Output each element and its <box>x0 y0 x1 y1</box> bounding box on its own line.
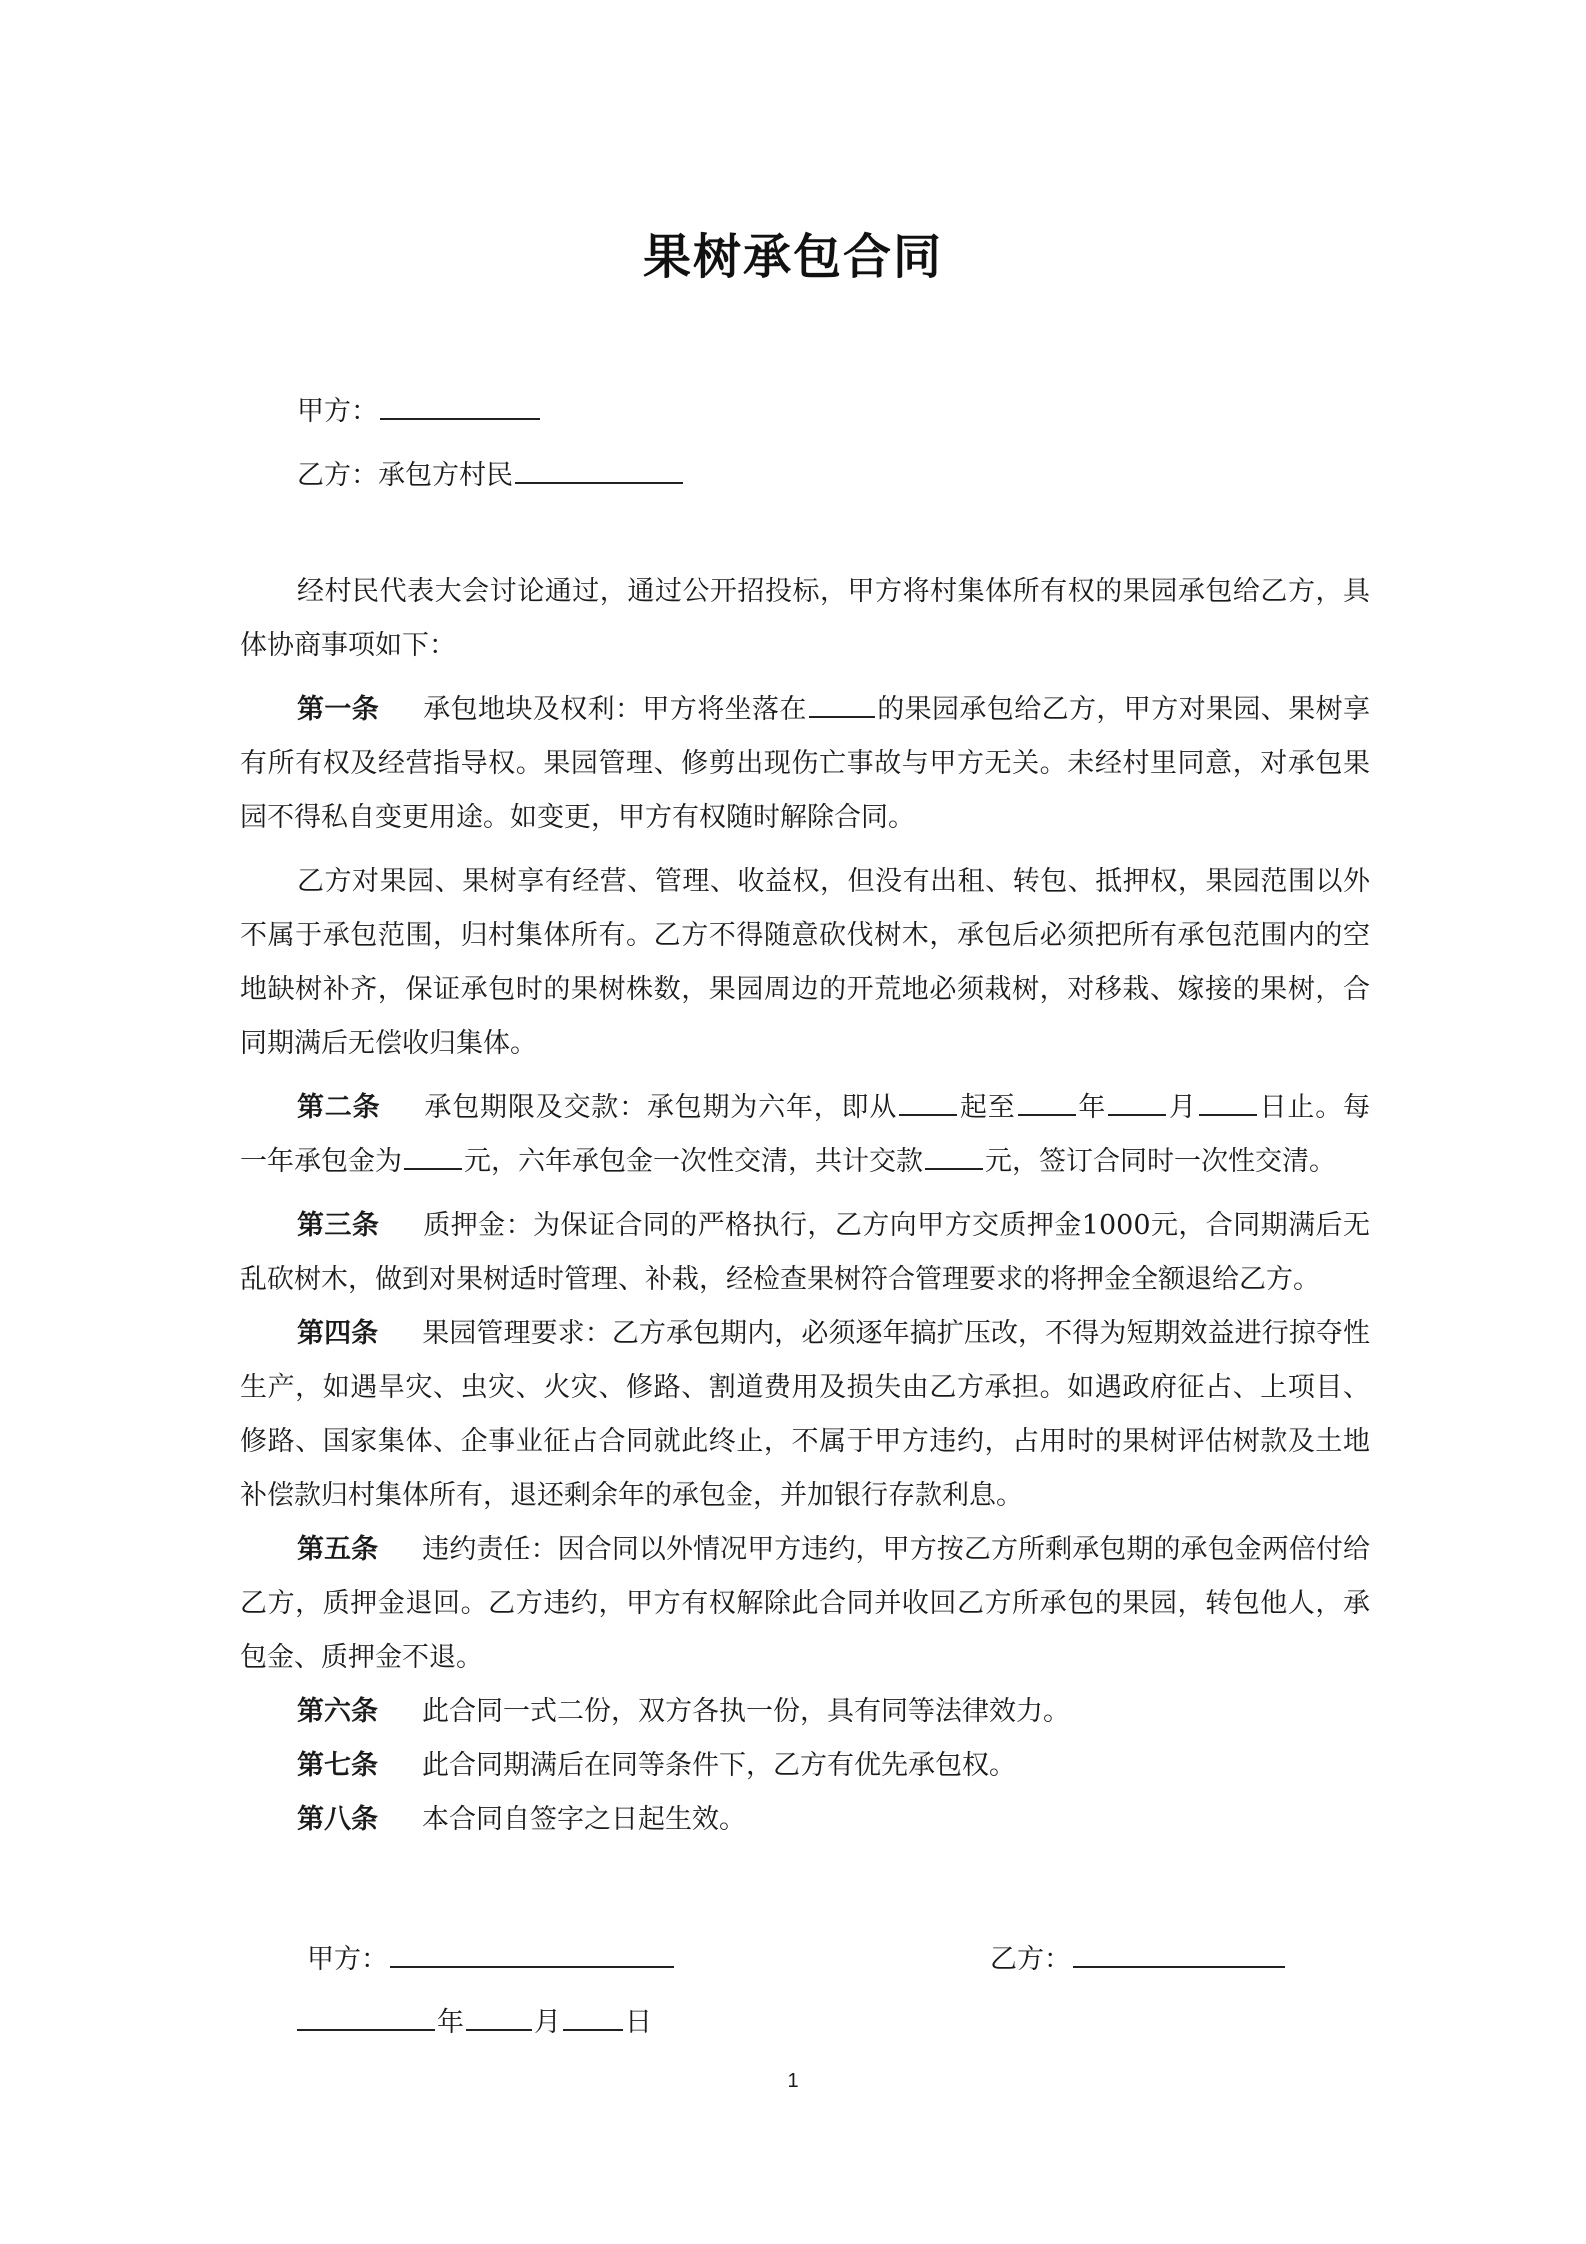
article-1-paragraph-2: 乙方对果园、果树享有经营、管理、收益权，但没有出租、转包、抵押权，果园范围以外不属于承包范围，归村集体所有。乙方不得随意砍伐树木，承包后必须把所有承包范围内的空地缺树补齐，保证承包时的果树株数，果园周边的开荒地必须栽树，对移栽、嫁接的果树，合同期满后无偿收归集体。 <box>240 866 1370 1059</box>
article-2-label: 第二条 <box>297 1092 381 1123</box>
article-2-text-3: 年 <box>1077 1092 1107 1123</box>
article-7 <box>240 1739 1370 1793</box>
signature-date <box>297 2003 652 2043</box>
document-title: 果树承包合同 <box>642 229 943 285</box>
signature-party-a-label: 甲方： <box>307 1944 388 1975</box>
end-month-blank <box>1108 1088 1166 1116</box>
sign-day-blank <box>563 2003 623 2031</box>
article-8-text: 本合同自签字之日起生效。 <box>422 1804 746 1835</box>
party-b-line <box>297 456 685 496</box>
article-6-text: 此合同一式二份，双方各执一份，具有同等法律效力。 <box>422 1696 1070 1727</box>
sign-month-blank <box>466 2003 532 2031</box>
article-2-text-5: 日止。每一年承包金为 <box>240 1092 1371 1177</box>
article-3-label: 第三条 <box>297 1210 380 1241</box>
article-3 <box>240 1199 1370 1307</box>
article-7-label: 第七条 <box>297 1750 378 1781</box>
sign-year-label: 年 <box>437 2007 464 2038</box>
article-4 <box>240 1307 1370 1523</box>
end-day-blank <box>1199 1088 1257 1116</box>
signature-party-b <box>990 1940 1287 1980</box>
page-number: 1 <box>787 2070 799 2092</box>
location-blank <box>809 690 875 718</box>
article-1 <box>240 683 1370 845</box>
article-2-text-7: 元，签订合同时一次性交清。 <box>985 1146 1336 1177</box>
article-4-label: 第四条 <box>297 1318 379 1349</box>
article-2-text-2: 起至 <box>959 1092 1016 1123</box>
article-7-text: 此合同期满后在同等条件下，乙方有优先承包权。 <box>422 1750 1016 1781</box>
article-5-label: 第五条 <box>297 1534 379 1565</box>
contract-body <box>240 565 1370 1847</box>
sign-day-label: 日 <box>625 2007 652 2038</box>
sign-month-label: 月 <box>534 2007 561 2038</box>
article-5-text: 违约责任：因合同以外情况甲方违约，甲方按乙方所剩承包期的承包金两倍付给乙方，质押金退回。乙方违约，甲方有权解除此合同并收回乙方所承包的果园，转包他人，承包金、质押金不退。 <box>240 1534 1371 1673</box>
party-a-blank <box>380 392 540 420</box>
article-2 <box>240 1081 1370 1189</box>
article-5 <box>240 1523 1370 1685</box>
party-b-blank <box>515 456 683 484</box>
intro-paragraph: 经村民代表大会讨论通过，通过公开招投标，甲方将村集体所有权的果园承包给乙方，具体协商事项如下： <box>240 576 1370 661</box>
article-8-label: 第八条 <box>297 1804 378 1835</box>
article-1-text-b: 的果园承包给乙方，甲方对果园、果树享有所有权及经营指导权。果园管理、修剪出现伤亡事故与甲方无关。未经村里同意，对承包果园不得私自变更用途。如变更，甲方有权随时解除合同。 <box>240 694 1371 833</box>
sign-year-blank <box>297 2003 435 2031</box>
article-4-text: 果园管理要求：乙方承包期内，必须逐年搞扩压改，不得为短期效益进行掠夺性生产，如遇旱灾、虫灾、火灾、修路、割道费用及损失由乙方承担。如遇政府征占、上项目、修路、国家集体、企事业征占合同就此终止，不属于甲方违约，占用时的果树评估树款及土地补偿款归村集体所有，退还剩余年的承包金，并加银行存款利息。 <box>240 1318 1371 1511</box>
signature-party-b-blank <box>1073 1940 1285 1968</box>
article-3-text: 质押金：为保证合同的严格执行，乙方向甲方交质押金1000元，合同期满后无乱砍树木，做到对果树适时管理、补栽，经检查果树符合管理要求的将押金全额退给乙方。 <box>240 1210 1370 1295</box>
article-8 <box>240 1793 1370 1847</box>
start-date-blank <box>899 1088 957 1116</box>
party-a-label: 甲方： <box>297 396 378 427</box>
article-2-text-1: 承包期限及交款：承包期为六年，即从 <box>424 1092 898 1123</box>
article-1-label: 第一条 <box>297 694 380 725</box>
article-6-label: 第六条 <box>297 1696 378 1727</box>
party-a-line <box>297 392 542 432</box>
article-6 <box>240 1685 1370 1739</box>
end-year-blank <box>1018 1088 1076 1116</box>
party-b-label: 乙方：承包方村民 <box>297 460 513 491</box>
article-2-text-6: 元，六年承包金一次性交清，共计交款 <box>464 1146 923 1177</box>
total-fee-blank <box>925 1142 983 1170</box>
signature-party-a-blank <box>390 1940 674 1968</box>
signature-party-b-label: 乙方： <box>990 1944 1071 1975</box>
annual-fee-blank <box>404 1142 462 1170</box>
signature-party-a <box>307 1940 676 1980</box>
article-2-text-4: 月 <box>1168 1092 1197 1123</box>
article-1-text-a: 承包地块及权利：甲方将坐落在 <box>423 694 807 725</box>
